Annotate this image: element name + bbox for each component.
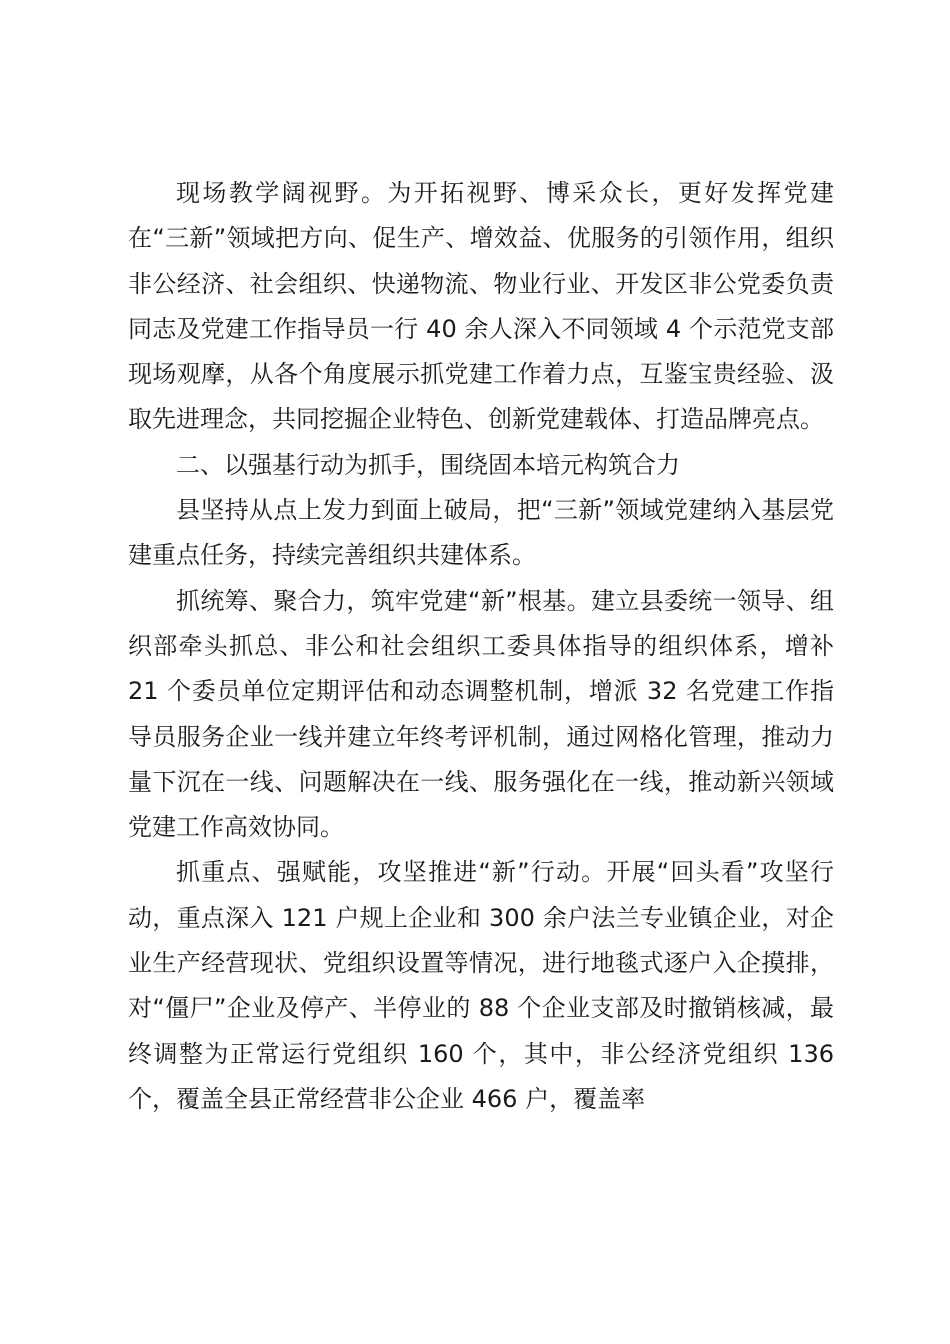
document-body: [128, 171, 834, 1122]
section-heading-two: 二、以强基行动为抓手，围绕固本培元构筑合力: [176, 450, 680, 479]
paragraph-site-teaching: 现场教学阔视野。为开拓视野、博采众长，更好发挥党建在“三新”领域把方向、促生产、增效益、优服务的引领作用，组织非公经济、社会组织、快递物流、物业行业、开发区非公党委负责同志及党建工作指导员一行 40 余人深入不同领域 4 个示范党支部现场观摩，从各个角度展示抓党建工作着力点，互鉴宝贵经验、汲取先进理念，共同挖掘企业特色、创新党建载体、打造品牌亮点。: [128, 179, 834, 434]
paragraph-key-points: 抓重点、强赋能，攻坚推进“新”行动。开展“回头看”攻坚行动，重点深入 121 户规上企业和 300 余户法兰专业镇企业，对企业生产经营现状、党组织设置等情况，进行地毯式逐户入企摸排，对“僵尸”企业及停产、半停业的 88 个企业支部及时撤销核减，最终调整为正常运行党组织 160 个，其中，非公经济党组织 136 个，覆盖全县正常经营非公企业 466 户，覆盖率: [128, 858, 834, 1113]
paragraph-county-persist: 县坚持从点上发力到面上破局，把“三新”领域党建纳入基层党建重点任务，持续完善组织共建体系。: [128, 496, 834, 570]
paragraph-coordination: 抓统筹、聚合力，筑牢党建“新”根基。建立县委统一领导、组织部牵头抓总、非公和社会组织工委具体指导的组织体系，增补 21 个委员单位定期评估和动态调整机制，增派 32 名党建工作指导员服务企业一线并建立年终考评机制，通过网格化管理，推动力量下沉在一线、问题解决在一线、服务强化在一线，推动新兴领域党建工作高效协同。: [128, 586, 834, 842]
